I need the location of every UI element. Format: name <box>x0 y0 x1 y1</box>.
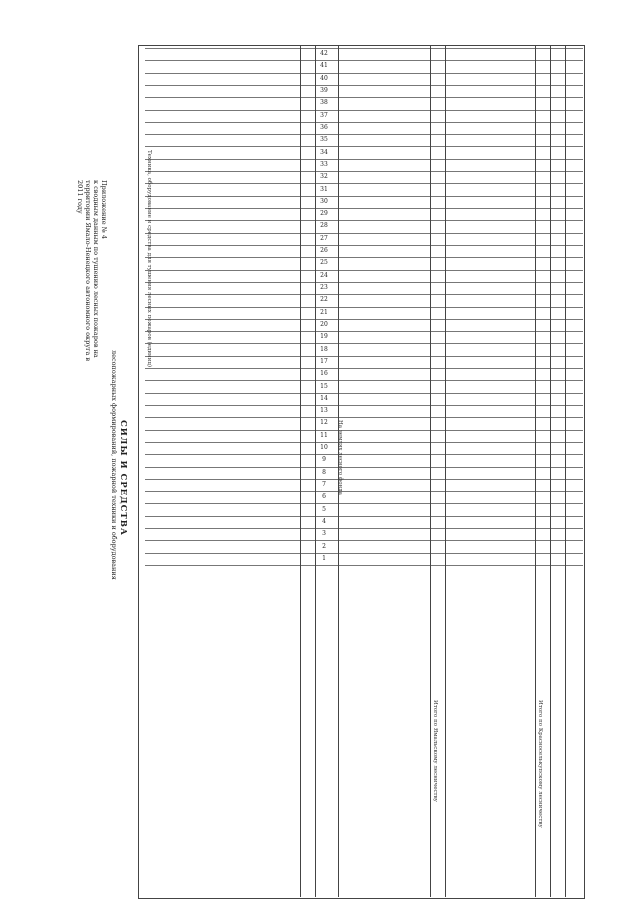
grid-line <box>145 208 583 209</box>
divider <box>550 45 551 897</box>
column-number: 29 <box>320 210 328 218</box>
appendix-line-2: к сводным данным по тушению лесных пожаров на <box>92 180 100 358</box>
grid-line <box>145 307 583 308</box>
section-label: Техника, оборудование и средства для тушения лесных пожаров (единиц) <box>146 150 152 368</box>
column-number: 25 <box>320 259 328 267</box>
grid-line <box>145 442 583 443</box>
column-number: 27 <box>320 234 328 242</box>
column-number: 21 <box>320 308 328 316</box>
grid-line <box>145 134 583 135</box>
divider <box>565 45 566 897</box>
column-number: 42 <box>320 50 328 58</box>
grid-line <box>145 430 583 431</box>
column-number: 26 <box>320 247 328 255</box>
grid-line <box>145 110 583 111</box>
column-number: 7 <box>322 480 326 488</box>
divider <box>535 45 536 897</box>
grid-line <box>145 294 583 295</box>
column-number: 3 <box>322 530 326 538</box>
column-number: 35 <box>320 136 328 144</box>
grid-line <box>145 368 583 369</box>
column-number: 19 <box>320 333 328 341</box>
appendix-line-1: Приложение № 4 <box>100 180 108 239</box>
grid-line <box>145 393 583 394</box>
grid-line <box>145 516 583 517</box>
grid-line <box>145 122 583 123</box>
divider <box>315 45 316 897</box>
column-number: 12 <box>320 419 328 427</box>
grid-line <box>145 233 583 234</box>
column-number: 32 <box>320 173 328 181</box>
column-number: 33 <box>320 160 328 168</box>
column-number: 41 <box>320 62 328 70</box>
grid-line <box>145 565 583 566</box>
appendix-line-4: 2011 году <box>76 180 84 214</box>
column-number: 4 <box>322 517 326 525</box>
grid-line <box>145 97 583 98</box>
column-number: 18 <box>320 345 328 353</box>
grid-line <box>145 85 583 86</box>
grid-line <box>145 540 583 541</box>
column-number: 11 <box>320 431 328 439</box>
column-number: 40 <box>320 74 328 82</box>
column-number: 31 <box>320 185 328 193</box>
grid-line <box>145 257 583 258</box>
grid-line <box>145 479 583 480</box>
grid-line <box>145 245 583 246</box>
column-number: 22 <box>320 296 328 304</box>
grid-line <box>145 331 583 332</box>
grid-line <box>145 380 583 381</box>
note-row: На землях лесного фонда <box>337 420 343 495</box>
grid-line <box>145 146 583 147</box>
column-number: 30 <box>320 197 328 205</box>
grid-line <box>145 454 583 455</box>
grid-line <box>145 467 583 468</box>
column-number: 10 <box>320 444 328 452</box>
column-number: 6 <box>322 493 326 501</box>
grid-line <box>145 282 583 283</box>
column-number: 5 <box>322 505 326 513</box>
grid-line <box>145 343 583 344</box>
column-number: 16 <box>320 370 328 378</box>
grid-line <box>145 528 583 529</box>
column-number: 34 <box>320 148 328 156</box>
grid-line <box>145 183 583 184</box>
grid-line <box>145 417 583 418</box>
grid-line <box>145 60 583 61</box>
column-number: 8 <box>322 468 326 476</box>
divider <box>445 45 446 897</box>
column-number: 20 <box>320 320 328 328</box>
column-number: 37 <box>320 111 328 119</box>
grid-line <box>145 48 583 49</box>
appendix-block <box>76 180 108 361</box>
row-total-krasnoselkup: Итого по Красноселькупскому лесничеству <box>537 700 543 828</box>
column-number: 36 <box>320 124 328 131</box>
table-frame <box>138 45 585 899</box>
grid-line <box>145 491 583 492</box>
column-number: 9 <box>322 456 326 464</box>
column-number: 15 <box>320 382 328 390</box>
page-title: СИЛЫ И СРЕДСТВА <box>118 420 128 536</box>
grid-line <box>145 171 583 172</box>
column-number: 13 <box>320 407 328 415</box>
grid-line <box>145 405 583 406</box>
column-number: 38 <box>320 99 328 107</box>
column-number: 17 <box>320 357 328 365</box>
grid-line <box>145 503 583 504</box>
divider <box>430 45 431 897</box>
row-total-yamal: Итого по Ямальскому лесничеству <box>432 700 438 802</box>
column-number: 24 <box>320 271 328 279</box>
column-number: 23 <box>320 284 328 292</box>
column-number: 2 <box>322 542 326 550</box>
grid-line <box>145 270 583 271</box>
grid-line <box>145 220 583 221</box>
column-number: 14 <box>320 394 328 402</box>
grid-line <box>145 159 583 160</box>
column-number: 1 <box>322 554 326 562</box>
grid-line <box>145 319 583 320</box>
grid-line <box>145 553 583 554</box>
column-number: 39 <box>320 87 328 95</box>
appendix-line-3: территории Ямало-Ненецкого автономного округа в <box>84 180 92 362</box>
divider <box>300 45 301 897</box>
grid-line <box>145 196 583 197</box>
page-subtitle: лесопожарных формирований, пожарной техники и оборудования <box>110 350 118 580</box>
grid-line <box>145 73 583 74</box>
column-number: 28 <box>320 222 328 230</box>
grid-line <box>145 356 583 357</box>
